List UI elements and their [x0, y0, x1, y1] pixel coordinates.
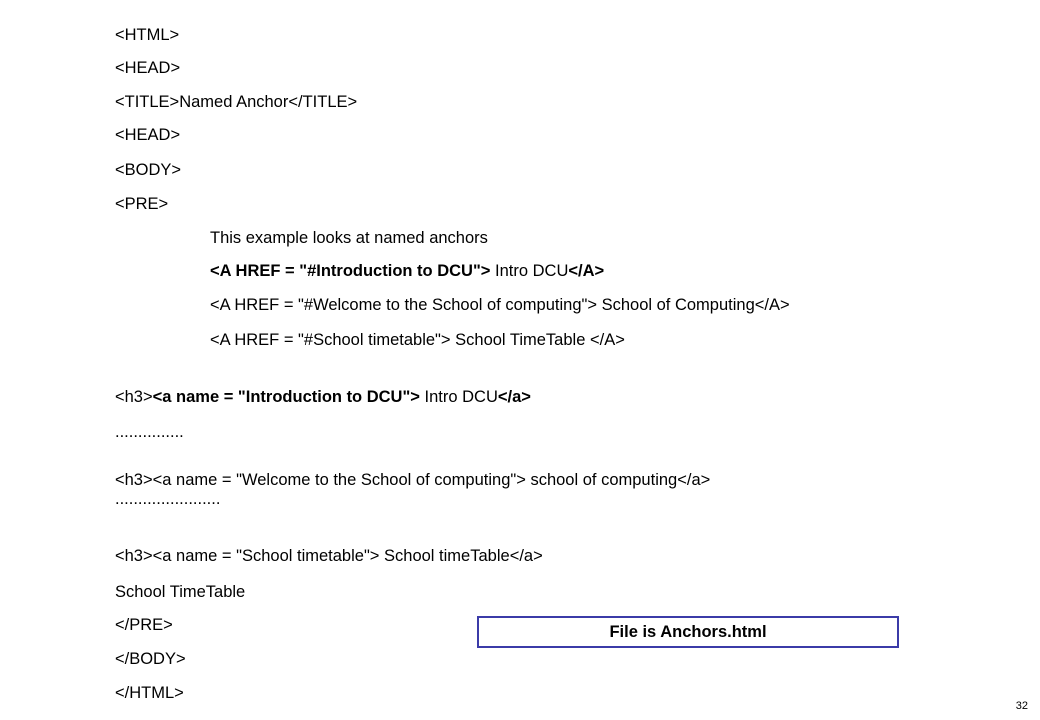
example-text: This example looks at named anchors: [210, 229, 488, 247]
anchor3-open-tag: <a name = "School timetable">: [152, 547, 380, 565]
anchor1-open-tag: <a name = "Introduction to DCU">: [152, 388, 420, 406]
h3-tag-3: <h3>: [115, 547, 153, 565]
page-number: 32: [1015, 700, 1028, 712]
anchor1-line: [115, 387, 531, 407]
head-open-tag: <HEAD>: [115, 59, 181, 77]
anchor2-close-tag: </a>: [677, 471, 711, 489]
timetable-text: School TimeTable: [115, 583, 246, 601]
body-close-tag: </BODY>: [115, 650, 186, 668]
dots-2: .......................: [115, 490, 221, 508]
file-name-label: File is Anchors.html: [609, 622, 767, 641]
link2-line: [210, 295, 790, 315]
link3-close-tag: </A>: [589, 331, 625, 349]
pre-open-tag: <PRE>: [115, 195, 169, 213]
link3-line: [210, 330, 625, 350]
link1-close-tag: </A>: [568, 262, 605, 280]
html-close-tag: </HTML>: [115, 684, 184, 702]
anchor1-text: Intro DCU: [419, 388, 498, 406]
link1-open-tag: <A HREF = "#Introduction to DCU">: [210, 262, 491, 280]
link2-text: School of Computing: [597, 296, 755, 314]
html-open-tag: <HTML>: [115, 26, 180, 44]
title-close-tag: </TITLE>: [288, 93, 358, 111]
body-open-tag: <BODY>: [115, 161, 182, 179]
link2-open-tag: <A HREF = "#Welcome to the School of computing">: [210, 296, 597, 314]
anchor2-text: school of computing: [525, 471, 678, 489]
link3-open-tag: <A HREF = "#School timetable">: [210, 331, 451, 349]
file-name-box: [477, 616, 899, 648]
link3-text: School TimeTable: [450, 331, 590, 349]
dots-1: ...............: [115, 423, 184, 441]
h3-tag-1: <h3>: [115, 388, 153, 406]
anchor2-line: [115, 470, 710, 490]
anchor3-close-tag: </a>: [509, 547, 543, 565]
anchor3-text: School timeTable: [379, 547, 510, 565]
link1-text: Intro DCU: [490, 262, 569, 280]
anchor1-close-tag: </a>: [497, 388, 531, 406]
link1-line: [210, 261, 604, 281]
title-line: [115, 92, 357, 112]
anchor3-line: [115, 546, 543, 566]
pre-close-tag: </PRE>: [115, 616, 173, 634]
head-close-tag: <HEAD>: [115, 126, 181, 144]
title-open-tag: <TITLE>: [115, 93, 180, 111]
title-text: Named Anchor: [179, 93, 289, 111]
link2-close-tag: </A>: [754, 296, 790, 314]
anchor2-open-tag: <a name = "Welcome to the School of computing">: [152, 471, 526, 489]
h3-tag-2: <h3>: [115, 471, 153, 489]
